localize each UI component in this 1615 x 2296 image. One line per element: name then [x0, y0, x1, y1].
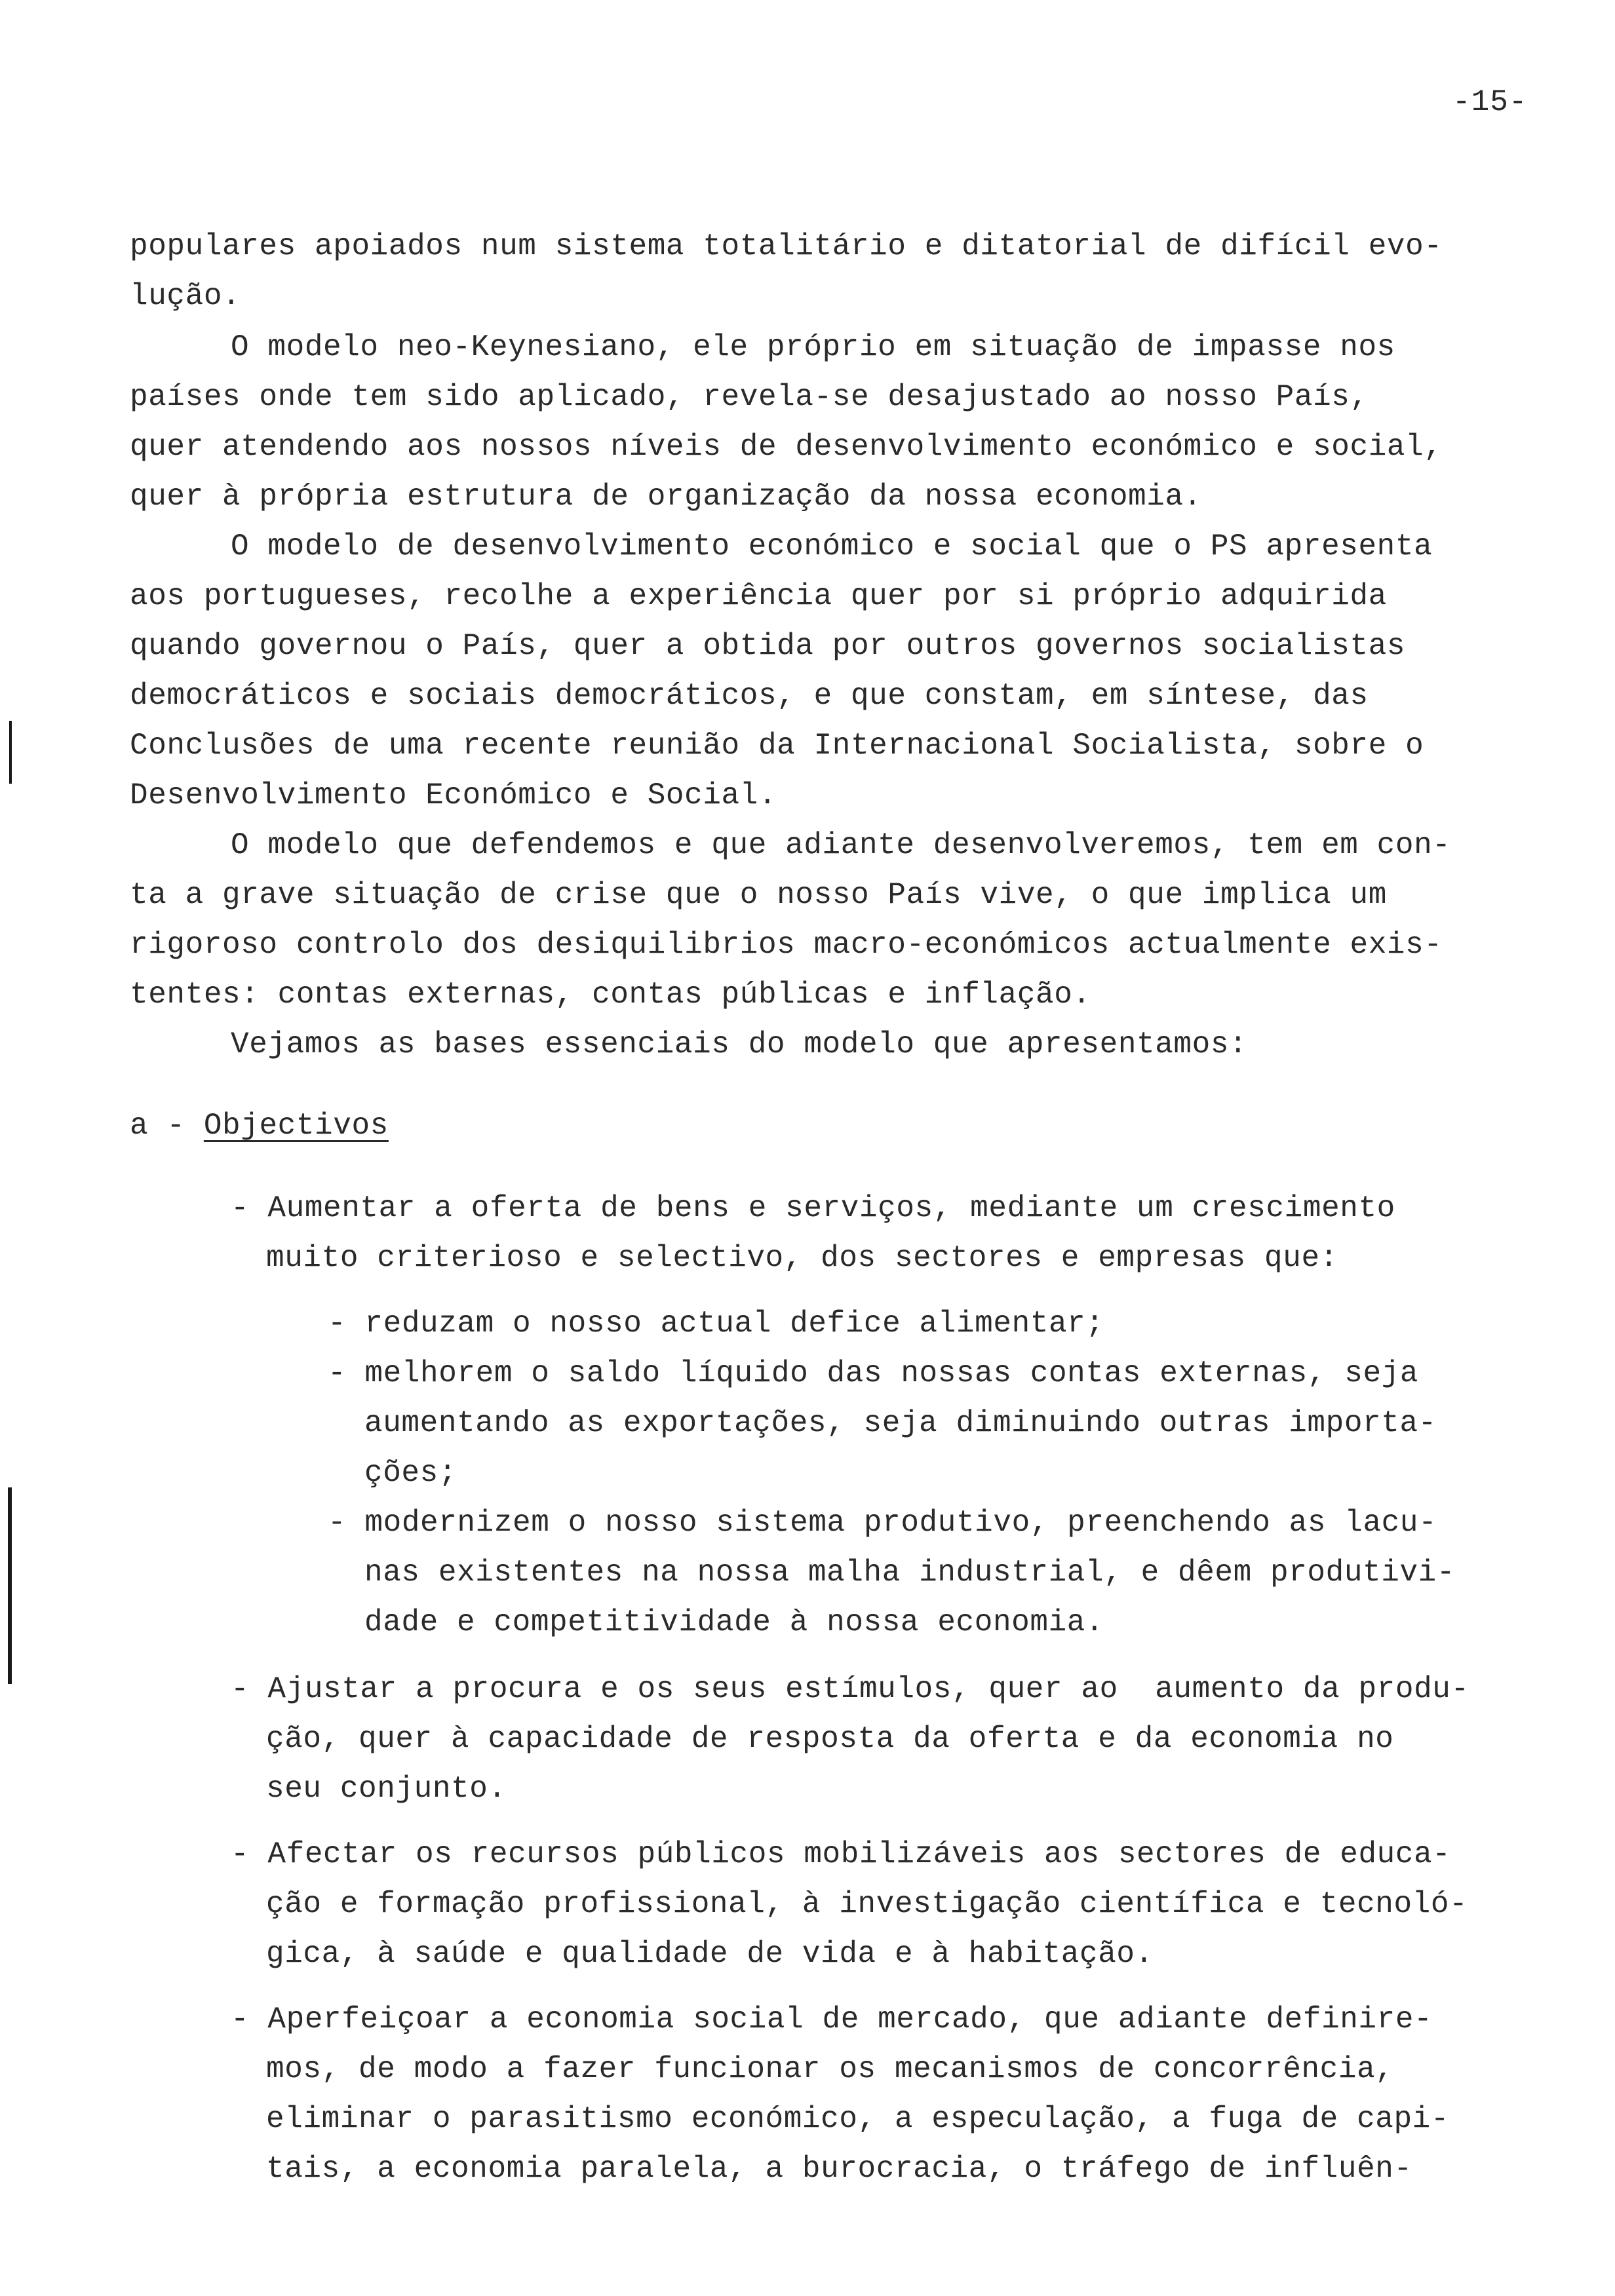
- text-line: quer à própria estrutura de organização da nossa economia.: [130, 480, 1202, 514]
- text-line: Conclusões de uma recente reunião da Internacional Socialista, sobre o: [130, 729, 1424, 763]
- bullet-line: ção e formação profissional, à investigação científica e tecnoló-: [266, 1887, 1468, 1921]
- sub-bullet-line: nas existentes na nossa malha industrial, e dêem produtivi-: [364, 1556, 1456, 1590]
- text-line: tentes: contas externas, contas públicas e inflação.: [130, 978, 1091, 1012]
- text-line: aos portugueses, recolhe a experiência quer por si próprio adquirida: [130, 579, 1387, 613]
- sub-bullet-line: ções;: [364, 1456, 457, 1490]
- bullet-line: tais, a economia paralela, a burocracia, o tráfego de influên-: [266, 2152, 1412, 2186]
- section-title: Objectivos: [203, 1109, 389, 1143]
- text-line: O modelo de desenvolvimento económico e social que o PS apresenta: [231, 529, 1433, 564]
- section-heading: [130, 1106, 389, 1145]
- bullet-line: mos, de modo a fazer funcionar os mecanismos de concorrência,: [266, 2052, 1394, 2086]
- margin-mark: [8, 1487, 12, 1684]
- bullet-line: eliminar o parasitismo económico, a especulação, a fuga de capi-: [266, 2102, 1450, 2136]
- sub-bullet-line: - melhorem o saldo líquido das nossas contas externas, seja: [328, 1356, 1419, 1390]
- text-line: Vejamos as bases essenciais do modelo que apresentamos:: [231, 1027, 1248, 1062]
- text-line: rigoroso controlo dos desiquilibrios macro-económicos actualmente exis-: [130, 928, 1443, 962]
- text-line: quando governou o País, quer a obtida por outros governos socialistas: [130, 629, 1406, 663]
- bullet-line: - Ajustar a procura e os seus estímulos, quer ao aumento da produ-: [231, 1672, 1469, 1706]
- bullet-line: gica, à saúde e qualidade de vida e à habitação.: [266, 1937, 1154, 1971]
- text-line: países onde tem sido aplicado, revela-se desajustado ao nosso País,: [130, 380, 1369, 414]
- text-line: ta a grave situação de crise que o nosso País vive, o que implica um: [130, 878, 1387, 912]
- text-line: lução.: [130, 279, 241, 313]
- bullet-line: muito criterioso e selectivo, dos sectores e empresas que:: [266, 1241, 1338, 1275]
- bullet-line: - Aumentar a oferta de bens e serviços, mediante um crescimento: [231, 1191, 1395, 1225]
- text-line: O modelo neo-Keynesiano, ele próprio em situação de impasse nos: [231, 330, 1395, 364]
- page-number: -15-: [1452, 85, 1528, 119]
- bullet-line: seu conjunto.: [266, 1772, 507, 1806]
- section-prefix: a -: [130, 1109, 204, 1143]
- text-line: Desenvolvimento Económico e Social.: [130, 778, 777, 813]
- sub-bullet-line: aumentando as exportações, seja diminuindo outras importa-: [364, 1406, 1437, 1440]
- text-line: O modelo que defendemos e que adiante desenvolveremos, tem em con-: [231, 828, 1451, 862]
- margin-mark: [9, 721, 12, 784]
- bullet-line: ção, quer à capacidade de resposta da oferta e da economia no: [266, 1722, 1394, 1756]
- bullet-line: - Aperfeiçoar a economia social de mercado, que adiante definire-: [231, 2002, 1433, 2037]
- sub-bullet-line: - modernizem o nosso sistema produtivo, preenchendo as lacu-: [328, 1506, 1437, 1540]
- text-line: democráticos e sociais democráticos, e que constam, em síntese, das: [130, 679, 1369, 713]
- bullet-line: - Afectar os recursos públicos mobilizáveis aos sectores de educa-: [231, 1837, 1451, 1871]
- text-line: populares apoiados num sistema totalitário e ditatorial de difícil evo-: [130, 229, 1443, 263]
- text-line: quer atendendo aos nossos níveis de desenvolvimento económico e social,: [130, 430, 1443, 464]
- sub-bullet-line: dade e competitividade à nossa economia.: [364, 1605, 1104, 1639]
- sub-bullet-line: - reduzam o nosso actual defice alimentar;: [328, 1307, 1104, 1341]
